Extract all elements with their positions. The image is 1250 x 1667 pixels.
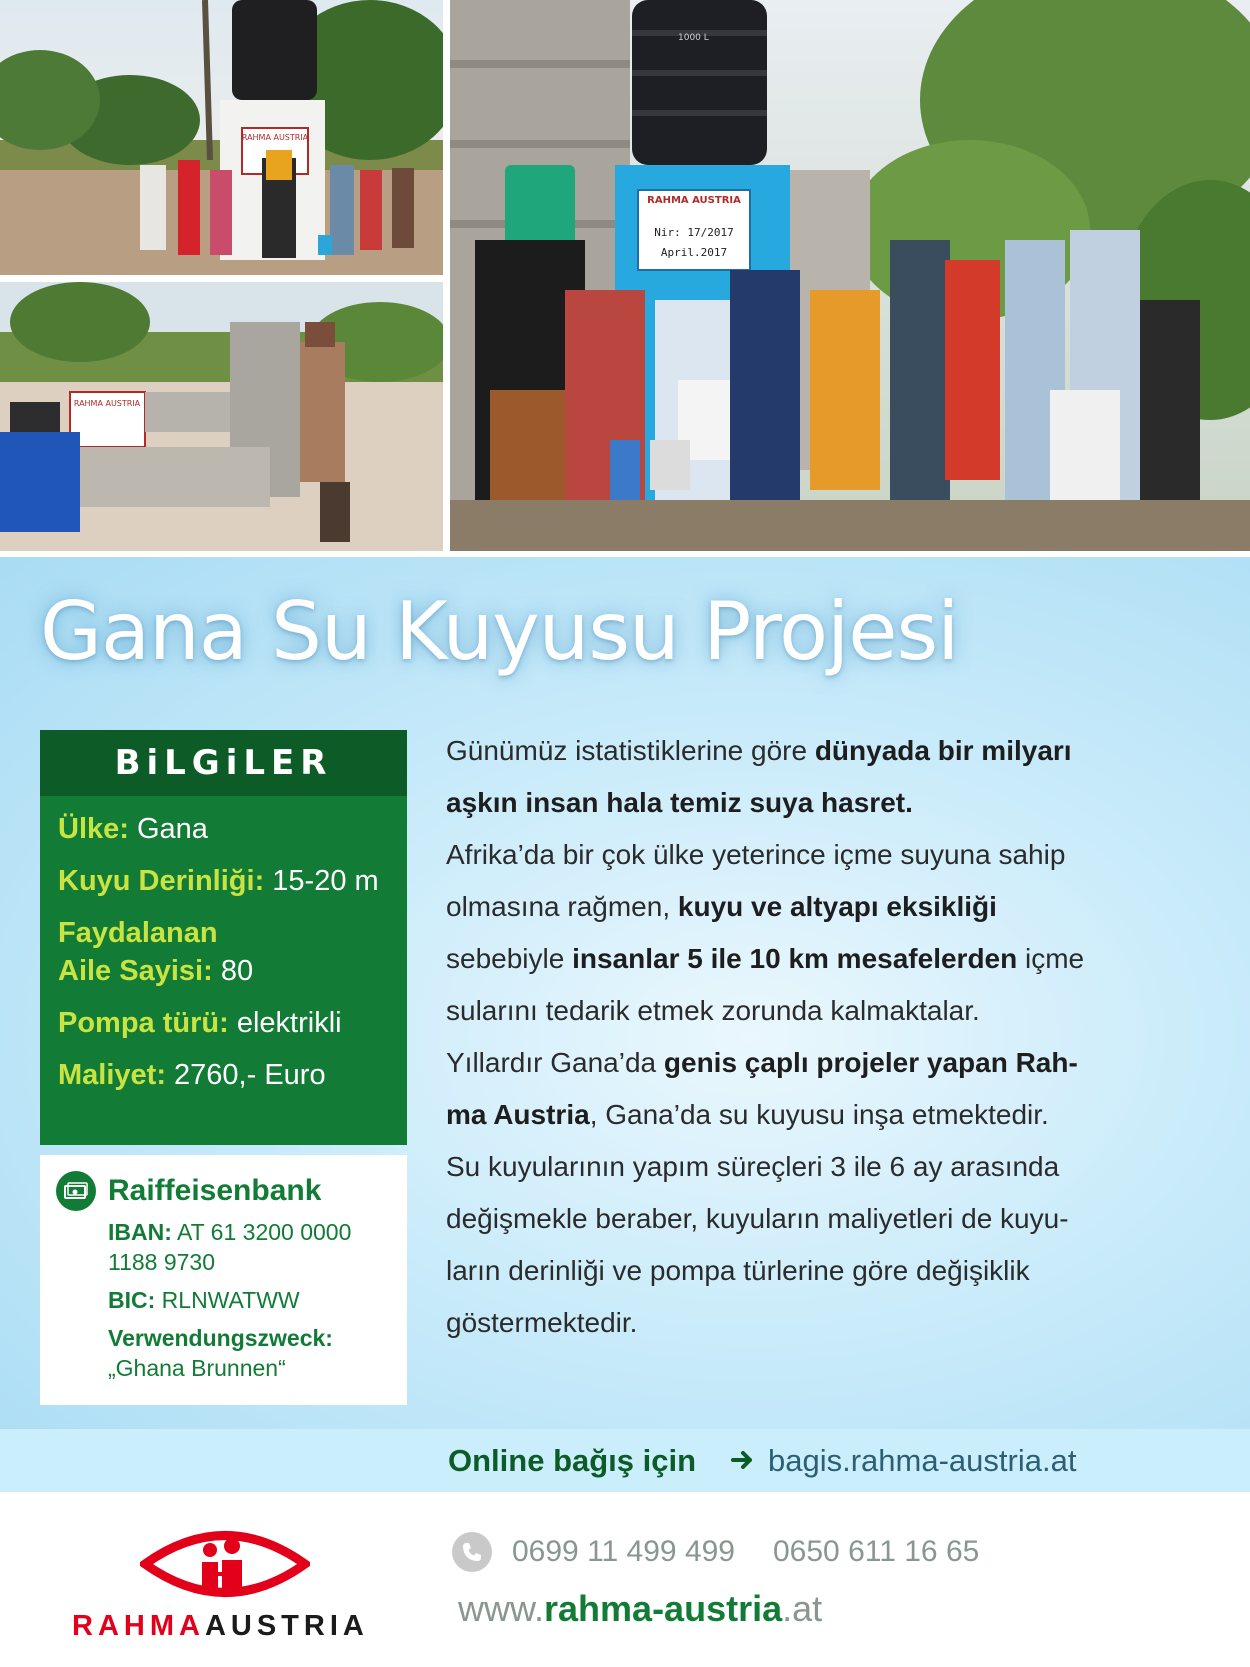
bic-key: BIC: — [108, 1287, 156, 1313]
donate-label: Online bağış için — [448, 1442, 697, 1478]
description-text — [446, 725, 1146, 1349]
bank-purpose — [108, 1323, 387, 1383]
info-row-pump — [58, 1004, 389, 1042]
plaque-line1: Nir: 17/2017 — [654, 226, 734, 239]
arrow-right-icon — [730, 1447, 756, 1478]
logo-part-rahma: RAHMA — [72, 1610, 205, 1642]
donate-url-link[interactable]: bagis.rahma-austria.at — [768, 1442, 1077, 1478]
photo-well-construction — [0, 282, 443, 551]
info-box — [40, 730, 407, 1145]
main-panel — [0, 557, 1250, 1429]
page-title: Gana Su Kuyusu Projesi — [40, 585, 959, 678]
bank-details — [56, 1217, 387, 1383]
info-row-cost — [58, 1056, 389, 1094]
info-value: 2760,- Euro — [174, 1059, 326, 1091]
info-key: Pompa türü: — [58, 1007, 229, 1039]
rahma-logo-icon — [140, 1522, 310, 1612]
photo-well-crowd — [0, 0, 443, 275]
text-line: Su kuyularının yapım süreçleri 3 ile 6 ay arasında — [446, 1151, 1060, 1182]
phone-number-2[interactable]: 0650 611 16 65 — [773, 1535, 980, 1568]
bank-head — [56, 1171, 387, 1211]
plaque-label-r: RAHMA AUSTRIA — [647, 195, 741, 206]
text-line: göstermektedir. — [446, 1307, 638, 1338]
plaque-line2: April.2017 — [660, 246, 728, 259]
info-key: Ülke: — [58, 813, 129, 845]
purpose-value[interactable]: „Ghana Brunnen“ — [108, 1355, 286, 1381]
text-line: Yıllardır Gana’da genis çaplı projeler yapan Rah- — [446, 1047, 1078, 1078]
bic-value[interactable]: RLNWATWW — [161, 1287, 300, 1313]
text-line: Afrika’da bir çok ülke yeterince içme suyuna sahip — [446, 839, 1066, 870]
info-row-depth — [58, 862, 389, 900]
iban-value[interactable]: AT 61 3200 0000 — [177, 1219, 352, 1245]
plaque-label-tl: RAHMA AUSTRIA — [241, 133, 309, 142]
logo-part-austria: AUSTRIA — [204, 1610, 369, 1642]
info-key: Maliyet: — [58, 1059, 166, 1091]
info-header: BiLGiLER — [40, 730, 407, 796]
info-value: 15-20 m — [272, 865, 379, 897]
phone-number-1[interactable]: 0699 11 499 499 — [512, 1535, 735, 1568]
text-line: ma Austria, Gana’da su kuyusu inşa etmektedir. — [446, 1099, 1049, 1130]
info-row-families — [58, 914, 389, 990]
tank-label: 1000 L — [678, 33, 709, 43]
text-line: olmasına rağmen, kuyu ve altyapı eksikliği — [446, 891, 997, 922]
info-key: Kuyu Derinliği: — [58, 865, 265, 897]
rahma-logo-text — [72, 1610, 369, 1643]
web-suffix: .at — [782, 1588, 823, 1629]
info-value: 80 — [220, 955, 254, 987]
text-line: sebebiyle insanlar 5 ile 10 km mesafelerden içme — [446, 943, 1085, 974]
info-key: Faydalanan — [58, 917, 218, 949]
web-domain: rahma-austria — [544, 1588, 783, 1629]
text-line: aşkın insan hala temiz suya hasret. — [446, 787, 913, 818]
info-key-2: Aile Sayisi: — [58, 955, 213, 987]
bank-bic — [108, 1285, 387, 1315]
purpose-key: Verwendungszweck: — [108, 1325, 333, 1351]
bank-iban — [108, 1217, 387, 1277]
text-line: ların derinliği ve pompa türlerine göre değişiklik — [446, 1255, 1030, 1286]
info-row-country — [58, 810, 389, 848]
footer — [0, 1492, 1250, 1667]
info-value: Gana — [136, 813, 208, 845]
bank-box — [40, 1155, 407, 1405]
text-line: değişmekle beraber, kuyuların maliyetleri de kuyu- — [446, 1203, 1069, 1234]
bank-name: Raiffeisenbank — [108, 1174, 322, 1207]
info-value: elektrikli — [236, 1007, 342, 1039]
donation-strip — [0, 1429, 1250, 1492]
text-line: Günümüz istatistiklerine göre dünyada bir milyarı — [446, 735, 1072, 766]
website-link[interactable] — [458, 1588, 822, 1630]
photo-collage — [0, 0, 1250, 557]
iban-value-2[interactable]: 1188 9730 — [108, 1249, 216, 1275]
plaque-label-bl: RAHMA AUSTRIA — [73, 399, 141, 408]
phone-icon — [452, 1532, 492, 1572]
phone-numbers — [452, 1532, 1017, 1572]
info-body — [40, 796, 407, 1094]
web-prefix: www. — [458, 1588, 545, 1629]
photo-water-collection — [450, 0, 1250, 551]
money-icon — [56, 1171, 96, 1211]
text-line: sularını tedarik etmek zorunda kalmaktalar. — [446, 995, 980, 1026]
iban-key: IBAN: — [108, 1219, 172, 1245]
